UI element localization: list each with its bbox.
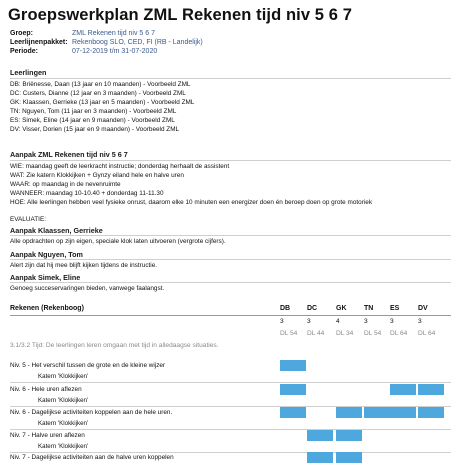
level-value: 3 — [418, 318, 422, 325]
column-header-es: ES — [390, 305, 400, 312]
goal-mark-tn — [364, 407, 390, 418]
divider — [10, 160, 451, 161]
individual-text: Genoeg succeservaringen bieden, vanwege faalangst. — [10, 285, 165, 292]
page-title: Groepswerkplan ZML Rekenen tijd niv 5 6 7 — [8, 6, 352, 24]
dl-value: DL 64 — [418, 330, 436, 337]
goal-row-label: Niv. 5 - Het verschil tussen de grote en de kleine wijzer — [10, 362, 166, 369]
dl-value: DL 54 — [364, 330, 382, 337]
goal-row-sub: Katern 'Klokkijken' — [38, 373, 89, 380]
dl-value: DL 54 — [280, 330, 298, 337]
goal-row-sub: Katern 'Klokkijken' — [38, 443, 89, 450]
student-line: DC: Custers, Dianne (12 jaar en 3 maanden) - Voorbeeld ZML — [10, 90, 186, 97]
row-divider — [10, 382, 451, 383]
grid-heading: Rekenen (Rekenboog) — [10, 305, 84, 312]
goal-mark-dc — [307, 430, 333, 441]
individual-text: Alle opdrachten op zijn eigen, speciale klok laten uitvoeren (vergrote cijfers). — [10, 238, 226, 245]
grid-subheading: 3.1/3.2 Tijd: De leerlingen leren omgaan met tijd in alledaagse situaties. — [10, 342, 219, 349]
row-divider — [10, 429, 451, 430]
goal-mark-es — [390, 384, 416, 395]
divider — [10, 315, 451, 316]
column-header-dc: DC — [307, 305, 318, 312]
meta-value: Rekenboog SLO, CED, FI (RB - Landelijk) — [72, 39, 203, 46]
meta-value: ZML Rekenen tijd niv 5 6 7 — [72, 30, 156, 37]
goal-row-sub: Katern 'Klokkijken' — [38, 420, 89, 427]
meta-key: Leerlijnenpakket: — [10, 39, 68, 46]
level-value: 3 — [390, 318, 394, 325]
dl-value: DL 34 — [336, 330, 354, 337]
students-heading: Leerlingen — [10, 68, 47, 77]
row-divider — [10, 452, 451, 453]
individual-text: Alert zijn dat hij mee blijft kijken tijdens de instructie. — [10, 262, 158, 269]
goal-row-label: Niv. 7 - Dagelijkse activiteiten aan de halve uren koppelen — [10, 454, 174, 461]
column-header-gk: GK — [336, 305, 347, 312]
individual-heading: Aanpak Klaassen, Gerrieke — [10, 226, 103, 235]
column-header-db: DB — [280, 305, 291, 312]
aanpak-heading: Aanpak ZML Rekenen tijd niv 5 6 7 — [10, 150, 128, 159]
goal-mark-gk — [336, 430, 362, 441]
goal-mark-db — [280, 407, 306, 418]
aanpak-line: HOE: Alle leerlingen hebben veel fysieke onrust, daarom elke 10 minuten een energizer doen én beroep doen op grote motoriek — [10, 199, 373, 206]
goal-row-label: Niv. 6 - Dagelijkse activiteiten koppelen aan de hele uren. — [10, 409, 173, 416]
goal-mark-db — [280, 384, 306, 395]
goal-row-sub: Katern 'Klokkijken' — [38, 397, 89, 404]
goal-row-label: Niv. 7 - Halve uren aflezen — [10, 432, 85, 439]
individual-heading: Aanpak Nguyen, Tom — [10, 250, 83, 259]
goal-mark-es — [390, 407, 416, 418]
divider — [10, 259, 451, 260]
aanpak-line: WAAR: op maandag in de nevenruimte — [10, 181, 121, 188]
student-line: TN: Nguyen, Tom (11 jaar en 3 maanden) - Voorbeeld ZML — [10, 108, 177, 115]
meta-key: Groep: — [10, 30, 33, 37]
goal-mark-gk — [336, 452, 362, 463]
column-header-tn: TN — [364, 305, 374, 312]
level-value: 3 — [280, 318, 284, 325]
column-header-dv: DV — [418, 305, 428, 312]
student-line: GK: Klaassen, Gerrieke (13 jaar en 5 maanden) - Voorbeeld ZML — [10, 99, 195, 106]
meta-leerlijnenpakket — [10, 39, 203, 46]
divider — [10, 78, 451, 79]
dl-value: DL 64 — [390, 330, 408, 337]
level-value: 3 — [364, 318, 368, 325]
meta-periode — [10, 48, 157, 55]
dl-value: DL 44 — [307, 330, 325, 337]
aanpak-line: WIE: maandag geeft de leerkracht instructie; donderdag herhaalt de assistent — [10, 163, 230, 170]
student-line: DV: Visser, Dorien (15 jaar en 9 maanden) - Voorbeeld ZML — [10, 126, 180, 133]
goal-mark-dv — [418, 384, 444, 395]
aanpak-line: WAT: Zie katern Klokkijken + Gynzy eiland hele en halve uren — [10, 172, 184, 179]
divider — [10, 235, 451, 236]
goal-row-label: Niv. 6 - Hele uren aflezen — [10, 386, 82, 393]
level-value: 4 — [336, 318, 340, 325]
meta-group — [10, 30, 155, 37]
divider — [10, 282, 451, 283]
evaluatie-label: EVALUATIE: — [10, 216, 46, 223]
meta-value: 07-12-2019 t/m 31-07-2020 — [72, 48, 158, 55]
goal-mark-gk — [336, 407, 362, 418]
goal-mark-db — [280, 360, 306, 371]
student-line: DB: Briënesse, Daan (13 jaar en 10 maanden) - Voorbeeld ZML — [10, 81, 191, 88]
goal-mark-dc — [307, 452, 333, 463]
level-value: 3 — [307, 318, 311, 325]
aanpak-line: WANNEER: maandag 10-10.40 + donderdag 11-11.30 — [10, 190, 164, 197]
individual-heading: Aanpak Simek, Eline — [10, 273, 81, 282]
goal-mark-dv — [418, 407, 444, 418]
meta-key: Periode: — [10, 48, 39, 55]
student-line: ES: Simek, Eline (14 jaar en 9 maanden) - Voorbeeld ZML — [10, 117, 175, 124]
